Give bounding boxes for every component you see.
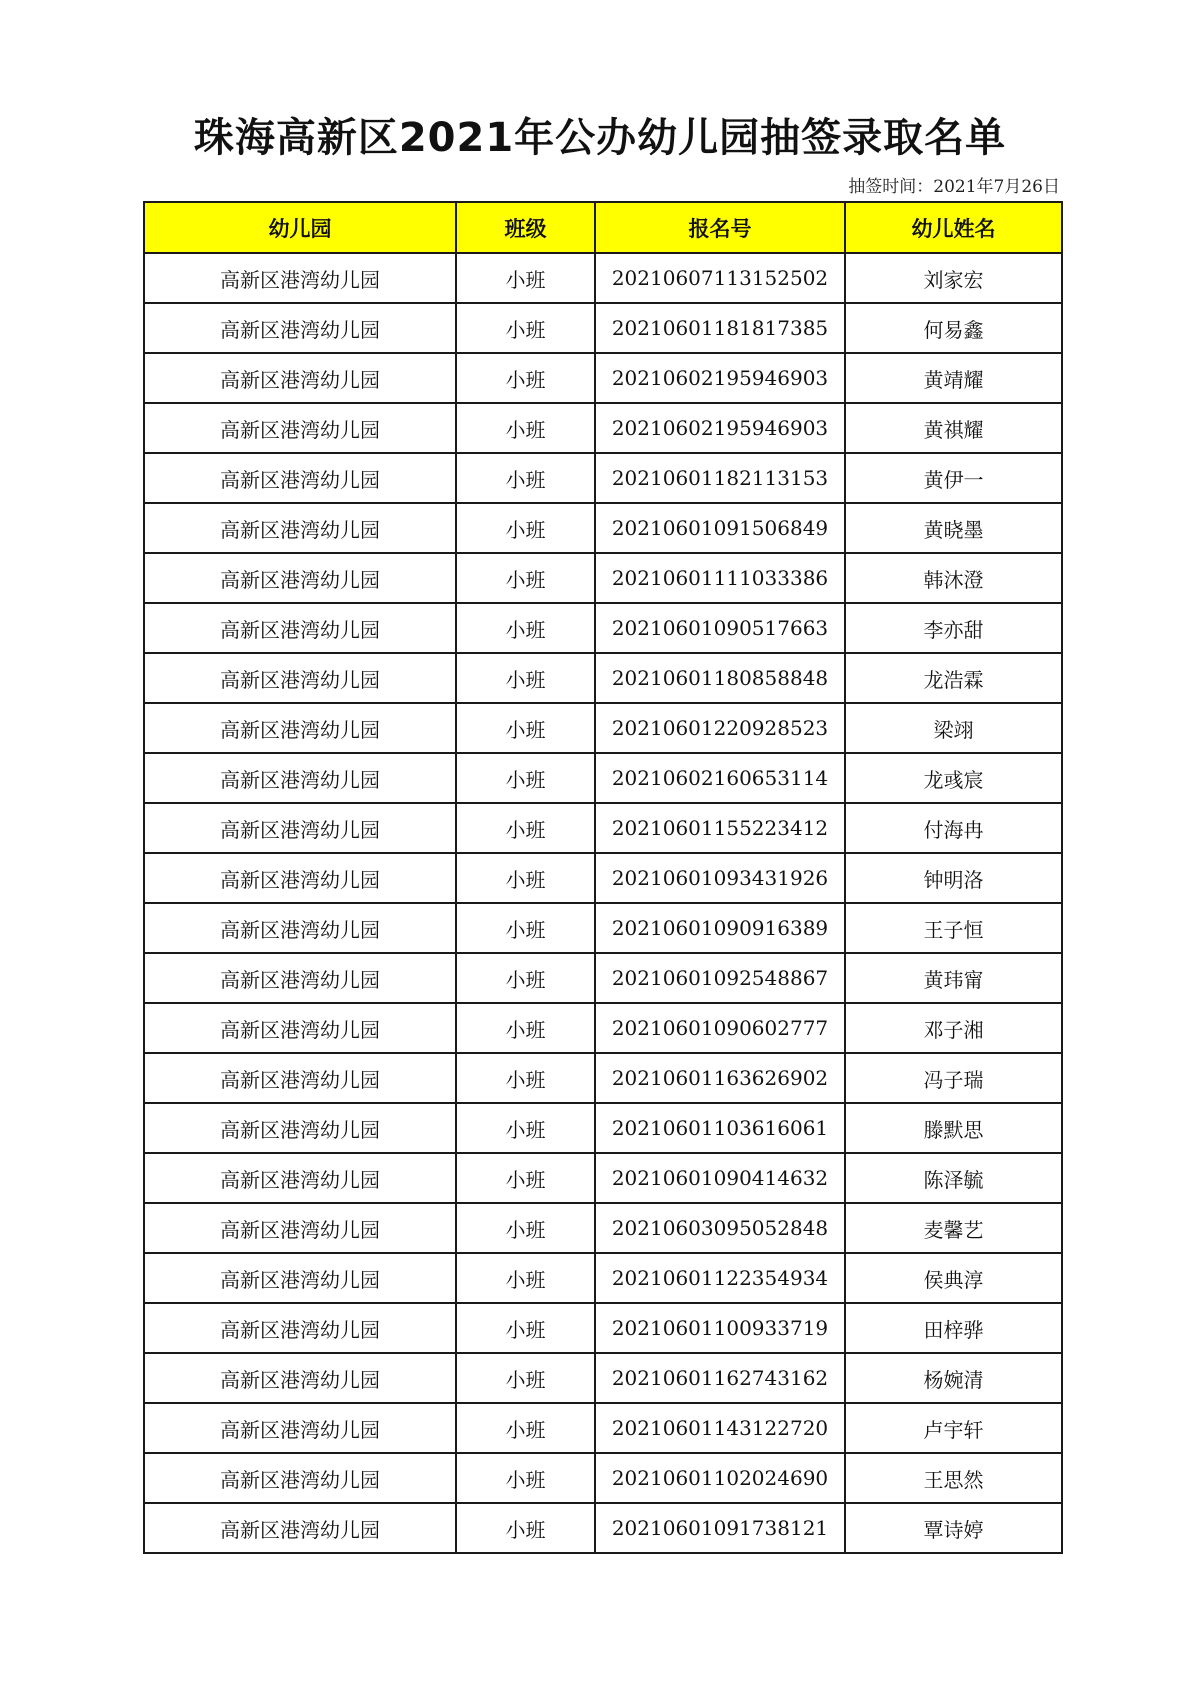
- table-row: [144, 703, 1062, 753]
- cell-name: 滕默思: [845, 1103, 1062, 1153]
- cell-name: 田梓骅: [845, 1303, 1062, 1353]
- table-row: [144, 1053, 1062, 1103]
- cell-school: 高新区港湾幼儿园: [144, 553, 456, 603]
- cell-class: 小班: [456, 503, 595, 553]
- cell-reg-no: 20210601093431926: [595, 853, 845, 903]
- cell-school: 高新区港湾幼儿园: [144, 303, 456, 353]
- cell-school: 高新区港湾幼儿园: [144, 1153, 456, 1203]
- cell-class: 小班: [456, 453, 595, 503]
- cell-reg-no: 20210603095052848: [595, 1203, 845, 1253]
- cell-reg-no: 20210601220928523: [595, 703, 845, 753]
- cell-name: 黄晓墨: [845, 503, 1062, 553]
- cell-school: 高新区港湾幼儿园: [144, 1403, 456, 1453]
- table-row: [144, 1353, 1062, 1403]
- cell-school: 高新区港湾幼儿园: [144, 603, 456, 653]
- cell-school: 高新区港湾幼儿园: [144, 1253, 456, 1303]
- cell-name: 刘家宏: [845, 253, 1062, 303]
- cell-class: 小班: [456, 1153, 595, 1203]
- table-row: [144, 453, 1062, 503]
- cell-class: 小班: [456, 1003, 595, 1053]
- table-row: [144, 253, 1062, 303]
- table-row: [144, 953, 1062, 1003]
- cell-class: 小班: [456, 653, 595, 703]
- cell-class: 小班: [456, 1353, 595, 1403]
- cell-reg-no: 20210601143122720: [595, 1403, 845, 1453]
- cell-reg-no: 20210607113152502: [595, 253, 845, 303]
- document-title: 珠海高新区2021年公办幼儿园抽签录取名单: [193, 115, 1007, 161]
- cell-school: 高新区港湾幼儿园: [144, 1203, 456, 1253]
- table-row: [144, 603, 1062, 653]
- cell-reg-no: 20210601090414632: [595, 1153, 845, 1203]
- table-row: [144, 403, 1062, 453]
- cell-name: 侯典淳: [845, 1253, 1062, 1303]
- cell-reg-no: 20210602195946903: [595, 353, 845, 403]
- cell-class: 小班: [456, 603, 595, 653]
- table-row: [144, 1003, 1062, 1053]
- cell-class: 小班: [456, 1303, 595, 1353]
- table-row: [144, 353, 1062, 403]
- cell-school: 高新区港湾幼儿园: [144, 1303, 456, 1353]
- cell-school: 高新区港湾幼儿园: [144, 1003, 456, 1053]
- cell-class: 小班: [456, 403, 595, 453]
- cell-reg-no: 20210601090916389: [595, 903, 845, 953]
- table-row: [144, 1103, 1062, 1153]
- cell-reg-no: 20210601090602777: [595, 1003, 845, 1053]
- cell-reg-no: 20210602160653114: [595, 753, 845, 803]
- cell-reg-no: 20210601181817385: [595, 303, 845, 353]
- cell-name: 黄玮甯: [845, 953, 1062, 1003]
- cell-name: 黄祺耀: [845, 403, 1062, 453]
- table-row: [144, 1303, 1062, 1353]
- cell-class: 小班: [456, 953, 595, 1003]
- cell-name: 付海冉: [845, 803, 1062, 853]
- cell-class: 小班: [456, 253, 595, 303]
- table-row: [144, 853, 1062, 903]
- cell-name: 麦馨艺: [845, 1203, 1062, 1253]
- cell-class: 小班: [456, 1503, 595, 1553]
- cell-class: 小班: [456, 1253, 595, 1303]
- cell-school: 高新区港湾幼儿园: [144, 853, 456, 903]
- cell-class: 小班: [456, 803, 595, 853]
- cell-class: 小班: [456, 753, 595, 803]
- draw-time: 抽签时间：2021年7月26日: [848, 177, 1060, 197]
- cell-name: 覃诗婷: [845, 1503, 1062, 1553]
- cell-school: 高新区港湾幼儿园: [144, 1353, 456, 1403]
- cell-school: 高新区港湾幼儿园: [144, 503, 456, 553]
- table-row: [144, 803, 1062, 853]
- cell-reg-no: 20210601122354934: [595, 1253, 845, 1303]
- cell-reg-no: 20210601091738121: [595, 1503, 845, 1553]
- cell-reg-no: 20210601182113153: [595, 453, 845, 503]
- cell-school: 高新区港湾幼儿园: [144, 803, 456, 853]
- cell-class: 小班: [456, 353, 595, 403]
- cell-name: 陈泽毓: [845, 1153, 1062, 1203]
- cell-school: 高新区港湾幼儿园: [144, 253, 456, 303]
- header-school: 幼儿园: [144, 202, 456, 253]
- table-row: [144, 753, 1062, 803]
- cell-school: 高新区港湾幼儿园: [144, 1453, 456, 1503]
- cell-reg-no: 20210601111033386: [595, 553, 845, 603]
- cell-name: 龙彧宸: [845, 753, 1062, 803]
- table-header-row: [144, 202, 1062, 253]
- cell-reg-no: 20210601103616061: [595, 1103, 845, 1153]
- cell-reg-no: 20210601102024690: [595, 1453, 845, 1503]
- table-row: [144, 1203, 1062, 1253]
- cell-school: 高新区港湾幼儿园: [144, 1503, 456, 1553]
- cell-name: 冯子瑞: [845, 1053, 1062, 1103]
- cell-school: 高新区港湾幼儿园: [144, 1053, 456, 1103]
- cell-reg-no: 20210601155223412: [595, 803, 845, 853]
- cell-name: 梁翊: [845, 703, 1062, 753]
- cell-school: 高新区港湾幼儿园: [144, 453, 456, 503]
- cell-reg-no: 20210601091506849: [595, 503, 845, 553]
- cell-name: 钟明洛: [845, 853, 1062, 903]
- cell-name: 杨婉清: [845, 1353, 1062, 1403]
- cell-school: 高新区港湾幼儿园: [144, 953, 456, 1003]
- cell-school: 高新区港湾幼儿园: [144, 703, 456, 753]
- cell-reg-no: 20210601180858848: [595, 653, 845, 703]
- cell-reg-no: 20210601163626902: [595, 1053, 845, 1103]
- table-row: [144, 1403, 1062, 1453]
- cell-name: 龙浩霖: [845, 653, 1062, 703]
- table-row: [144, 1503, 1062, 1553]
- cell-class: 小班: [456, 1203, 595, 1253]
- header-class: 班级: [456, 202, 595, 253]
- table-row: [144, 653, 1062, 703]
- header-reg-no: 报名号: [595, 202, 845, 253]
- cell-school: 高新区港湾幼儿园: [144, 1103, 456, 1153]
- cell-class: 小班: [456, 1403, 595, 1453]
- cell-school: 高新区港湾幼儿园: [144, 903, 456, 953]
- table-row: [144, 503, 1062, 553]
- cell-name: 王子恒: [845, 903, 1062, 953]
- cell-name: 卢宇轩: [845, 1403, 1062, 1453]
- cell-class: 小班: [456, 1103, 595, 1153]
- table-row: [144, 553, 1062, 603]
- table-row: [144, 1153, 1062, 1203]
- cell-name: 黄伊一: [845, 453, 1062, 503]
- admission-table: [143, 201, 1063, 1554]
- cell-school: 高新区港湾幼儿园: [144, 653, 456, 703]
- table-row: [144, 1453, 1062, 1503]
- cell-name: 何易鑫: [845, 303, 1062, 353]
- cell-school: 高新区港湾幼儿园: [144, 753, 456, 803]
- table-row: [144, 903, 1062, 953]
- table-row: [144, 1253, 1062, 1303]
- cell-class: 小班: [456, 903, 595, 953]
- cell-class: 小班: [456, 853, 595, 903]
- cell-reg-no: 20210601092548867: [595, 953, 845, 1003]
- cell-name: 邓子湘: [845, 1003, 1062, 1053]
- cell-name: 王思然: [845, 1453, 1062, 1503]
- cell-school: 高新区港湾幼儿园: [144, 403, 456, 453]
- cell-name: 黄靖耀: [845, 353, 1062, 403]
- cell-name: 李亦甜: [845, 603, 1062, 653]
- table-row: [144, 303, 1062, 353]
- cell-class: 小班: [456, 1053, 595, 1103]
- cell-reg-no: 20210601162743162: [595, 1353, 845, 1403]
- cell-reg-no: 20210601090517663: [595, 603, 845, 653]
- cell-name: 韩沐澄: [845, 553, 1062, 603]
- cell-reg-no: 20210602195946903: [595, 403, 845, 453]
- cell-school: 高新区港湾幼儿园: [144, 353, 456, 403]
- header-name: 幼儿姓名: [845, 202, 1062, 253]
- cell-reg-no: 20210601100933719: [595, 1303, 845, 1353]
- cell-class: 小班: [456, 1453, 595, 1503]
- cell-class: 小班: [456, 553, 595, 603]
- cell-class: 小班: [456, 703, 595, 753]
- cell-class: 小班: [456, 303, 595, 353]
